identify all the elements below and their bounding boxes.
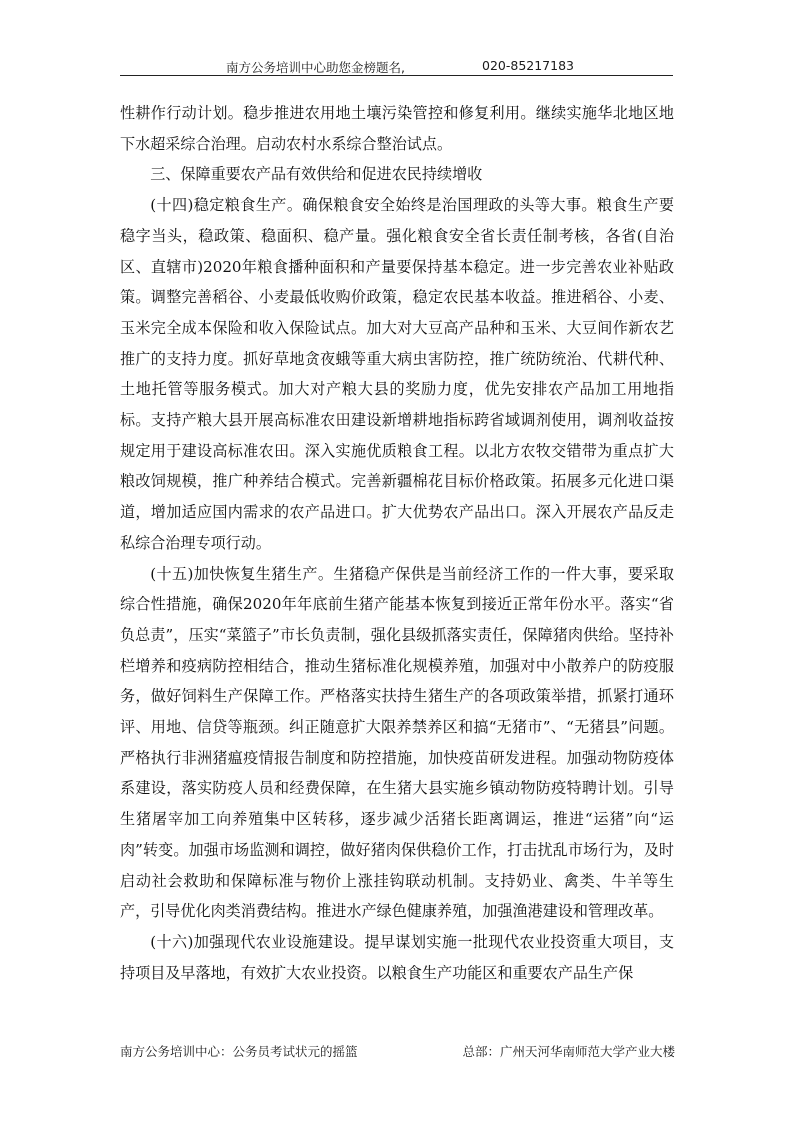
page-footer <box>120 1040 675 1062</box>
header-divider <box>120 75 673 76</box>
paragraph-continuation: 性耕作行动计划。稳步推进农用地土壤污染管控和修复利用。继续实施华北地区地下水超采综合治理。启动农村水系综合整治试点。 <box>120 104 674 153</box>
header-org-text: 南方公务培训中心助您金榜题名, <box>226 60 405 75</box>
document-body <box>120 98 674 988</box>
page-header <box>120 56 673 76</box>
header-phone-number: 020-85217183 <box>482 58 574 73</box>
paragraph-item-15: (十五)加快恢复生猪生产。生猪稳产保供是当前经济工作的一件大事，要采取综合性措施，确保2020年年底前生猪产能基本恢复到接近正常年份水平。落实“省负总责”，压实“菜篮子”市长负责制，强化县级抓落实责任，保障猪肉供给。坚持补栏增养和疫病防控相结合，推动生猪标准化规模养殖，加强对中小散养户的防疫服务，做好饲料生产保障工作。严格落实扶持生猪生产的各项政策举措，抓紧打通环评、用地、信贷等瓶颈。纠正随意扩大限养禁养区和搞“无猪市”、“无猪县”问题。严格执行非洲猪瘟疫情报告制度和防控措施，加快疫苗研发进程。加强动物防疫体系建设，落实防疫人员和经费保障，在生猪大县实施乡镇动物防疫特聘计划。引导生猪屠宰加工向养殖集中区转移，逐步减少活猪长距离调运，推进“运猪”向“运肉”转变。加强市场监测和调控，做好猪肉保供稳价工作，打击扰乱市场行为，及时启动社会救助和保障标准与物价上涨挂钩联动机制。支持奶业、禽类、牛羊等生产，引导优化肉类消费结构。推进水产绿色健康养殖，加强渔港建设和管理改革。 <box>120 564 674 921</box>
paragraph-item-16: (十六)加强现代农业设施建设。提早谋划实施一批现代农业投资重大项目，支持项目及早落地，有效扩大农业投资。以粮食生产功能区和重要农产品生产保 <box>120 932 674 982</box>
footer-slogan: 南方公务培训中心：公务员考试状元的摇篮 <box>120 1044 358 1059</box>
footer-address: 总部：广州天河华南师范大学产业大楼 <box>462 1044 675 1059</box>
paragraph-item-14: (十四)稳定粮食生产。确保粮食安全始终是治国理政的头等大事。粮食生产要稳字当头，稳政策、稳面积、稳产量。强化粮食安全省长责任制考核，各省(自治区、直辖市)2020年粮食播种面积和产量要保持基本稳定。进一步完善农业补贴政策。调整完善稻谷、小麦最低收购价政策，稳定农民基本收益。推进稻谷、小麦、玉米完全成本保险和收入保险试点。加大对大豆高产品种和玉米、大豆间作新农艺推广的支持力度。抓好草地贪夜蛾等重大病虫害防控，推广统防统治、代耕代种、土地托管等服务模式。加大对产粮大县的奖励力度，优先安排农产品加工用地指标。支持产粮大县开展高标准农田建设新增耕地指标跨省域调剂使用，调剂收益按规定用于建设高标准农田。深入实施优质粮食工程。以北方农牧交错带为重点扩大粮改饲规模，推广种养结合模式。完善新疆棉花目标价格政策。拓展多元化进口渠道，增加适应国内需求的农产品进口。扩大优势农产品出口。深入开展农产品反走私综合治理专项行动。 <box>120 196 674 552</box>
section-heading: 三、保障重要农产品有效供给和促进农民持续增收 <box>150 165 483 184</box>
